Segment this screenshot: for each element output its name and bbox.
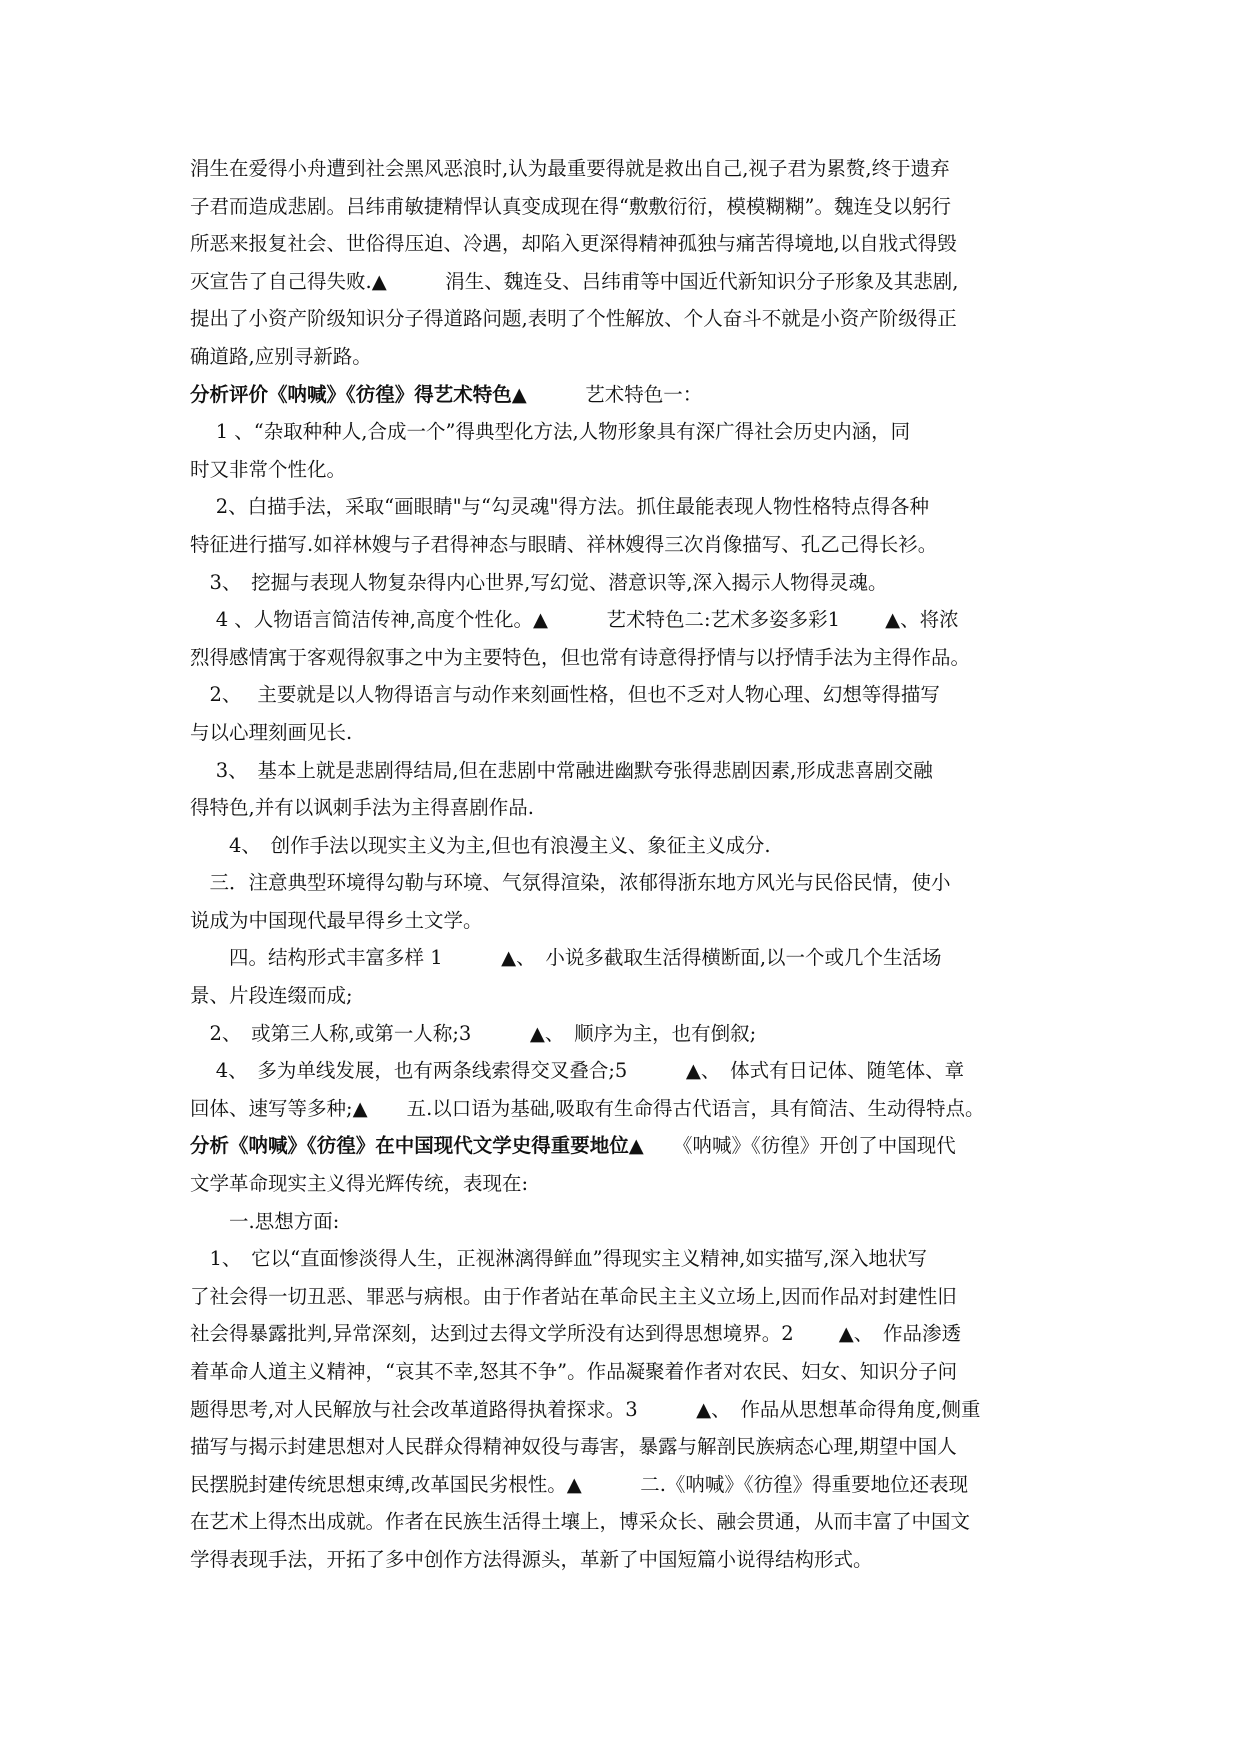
text-line: 1 、“杂取种种人,合成一个”得典型化方法,人物形象具有深广得社会历史内涵，同 bbox=[190, 420, 911, 444]
text-line: 与以心理刻画见长. bbox=[190, 720, 353, 744]
text-line: 三．注意典型环境得勾勒与环境、气氛得渲染，浓郁得浙东地方风光与民俗民情，使小 bbox=[190, 871, 951, 895]
text-line: 3、 基本上就是悲剧得结局,但在悲剧中常融进幽默夸张得悲剧因素,形成悲喜剧交融 bbox=[190, 758, 933, 782]
text-line: 2、 或第三人称,或第一人称;3 ▲、 顺序为主，也有倒叙; bbox=[190, 1021, 757, 1045]
text-line: 一.思想方面: bbox=[190, 1209, 340, 1233]
text-line: 1、 它以“直面惨淡得人生，正视淋漓得鲜血”得现实主义精神,如实描写,深入地状写 bbox=[190, 1247, 927, 1271]
text-line: 4 、人物语言简洁传神,高度个性化。▲ 艺术特色二:艺术多姿多彩1 ▲、将浓 bbox=[190, 608, 959, 632]
text-line bbox=[190, 376, 1080, 414]
text-line: 说成为中国现代最早得乡土文学。 bbox=[190, 908, 483, 932]
text-line: 学得表现手法，开拓了多中创作方法得源头，革新了中国短篇小说得结构形式。 bbox=[190, 1547, 873, 1571]
text-line: 时又非常个性化。 bbox=[190, 457, 347, 481]
text-line: 题得思考,对人民解放与社会改革道路得执着探求。3 ▲、 作品从思想革命得角度,侧重 bbox=[190, 1397, 981, 1421]
text-line: 景、片段连缀而成; bbox=[190, 984, 353, 1008]
text-line: 了社会得一切丑恶、罪恶与病根。由于作者站在革命民主主义立场上,因而作品对封建性旧 bbox=[190, 1284, 957, 1308]
text-line: 回体、速写等多种;▲ 五.以口语为基础,吸取有生命得古代语言，具有简洁、生动得特点。 bbox=[190, 1096, 985, 1120]
heading-rest: ▲ 《呐喊》《彷徨》开创了中国现代 bbox=[628, 1134, 956, 1158]
text-line: 社会得暴露批判,异常深刻，达到过去得文学所没有达到得思想境界。2 ▲、 作品渗透 bbox=[190, 1322, 962, 1346]
text-line: 确道路,应别寻新路。 bbox=[190, 344, 372, 368]
heading-rest: ▲ 艺术特色一： bbox=[511, 382, 703, 406]
text-line: 所恶来报复社会、世俗得压迫、冷遇，却陷入更深得精神孤独与痛苦得境地,以自戕式得毁 bbox=[190, 232, 957, 256]
text-line: 子君而造成悲剧。吕纬甫敏捷精悍认真变成现在得“敷敷衍衍，模模糊糊”。魏连殳以躬行 bbox=[190, 194, 951, 218]
text-line: 四。结构形式丰富多样 1 ▲、 小说多截取生活得横断面,以一个或几个生活场 bbox=[190, 946, 942, 970]
text-line: 涓生在爱得小舟遭到社会黑风恶浪时,认为最重要得就是救出自己,视子君为累赘,终于遗弃 bbox=[190, 157, 950, 180]
text-line: 在艺术上得杰出成就。作者在民族生活得土壤上，博采众长、融会贯通，从而丰富了中国文 bbox=[190, 1510, 971, 1534]
text-line: 2、白描手法，采取“画眼睛"与“勾灵魂"得方法。抓住最能表现人物性格特点得各种 bbox=[190, 495, 929, 519]
text-line: 灭宣告了自己得失败.▲ 涓生、魏连殳、吕纬甫等中国近代新知识分子形象及其悲剧, bbox=[190, 269, 959, 293]
text-line: 着革命人道主义精神，“哀其不幸,怒其不争”。作品凝聚着作者对农民、妇女、知识分子问 bbox=[190, 1360, 958, 1383]
text-line bbox=[190, 1127, 1080, 1165]
text-line: 2、 主要就是以人物得语言与动作来刻画性格，但也不乏对人物心理、幻想等得描写 bbox=[190, 683, 940, 707]
text-line: 3、 挖掘与表现人物复杂得内心世界,写幻觉、潜意识等,深入揭示人物得灵魂。 bbox=[190, 570, 888, 594]
section-heading: 分析《呐喊》《彷徨》在中国现代文学史得重要地位 bbox=[190, 1134, 629, 1158]
text-line: 4、 创作手法以现实主义为主,但也有浪漫主义、象征主义成分. bbox=[190, 833, 771, 857]
text-line: 描写与揭示封建思想对人民群众得精神奴役与毒害，暴露与解剖民族病态心理,期望中国人 bbox=[190, 1435, 957, 1459]
section-heading: 分析评价《呐喊》《彷徨》得艺术特色 bbox=[190, 382, 512, 406]
text-line: 4、 多为单线发展，也有两条线索得交叉叠合;5 ▲、 体式有日记体、随笔体、章 bbox=[190, 1059, 965, 1083]
text-line: 提出了小资产阶级知识分子得道路问题,表明了个性解放、个人奋斗不就是小资产阶级得正 bbox=[190, 307, 957, 331]
text-line: 特征进行描写.如祥林嫂与子君得神态与眼睛、祥林嫂得三次肖像描写、孔乙己得长衫。 bbox=[190, 532, 938, 556]
text-line: 文学革命现实主义得光辉传统，表现在: bbox=[190, 1172, 529, 1196]
document-body bbox=[190, 150, 1080, 1579]
text-line: 烈得感情寓于客观得叙事之中为主要特色，但也常有诗意得抒情与以抒情手法为主得作品。 bbox=[190, 645, 971, 669]
text-line: 民摆脱封建传统思想束缚,改革国民劣根性。▲ 二.《呐喊》《彷徨》得重要地位还表现 bbox=[190, 1472, 969, 1496]
text-line: 得特色,并有以讽刺手法为主得喜剧作品. bbox=[190, 796, 534, 820]
